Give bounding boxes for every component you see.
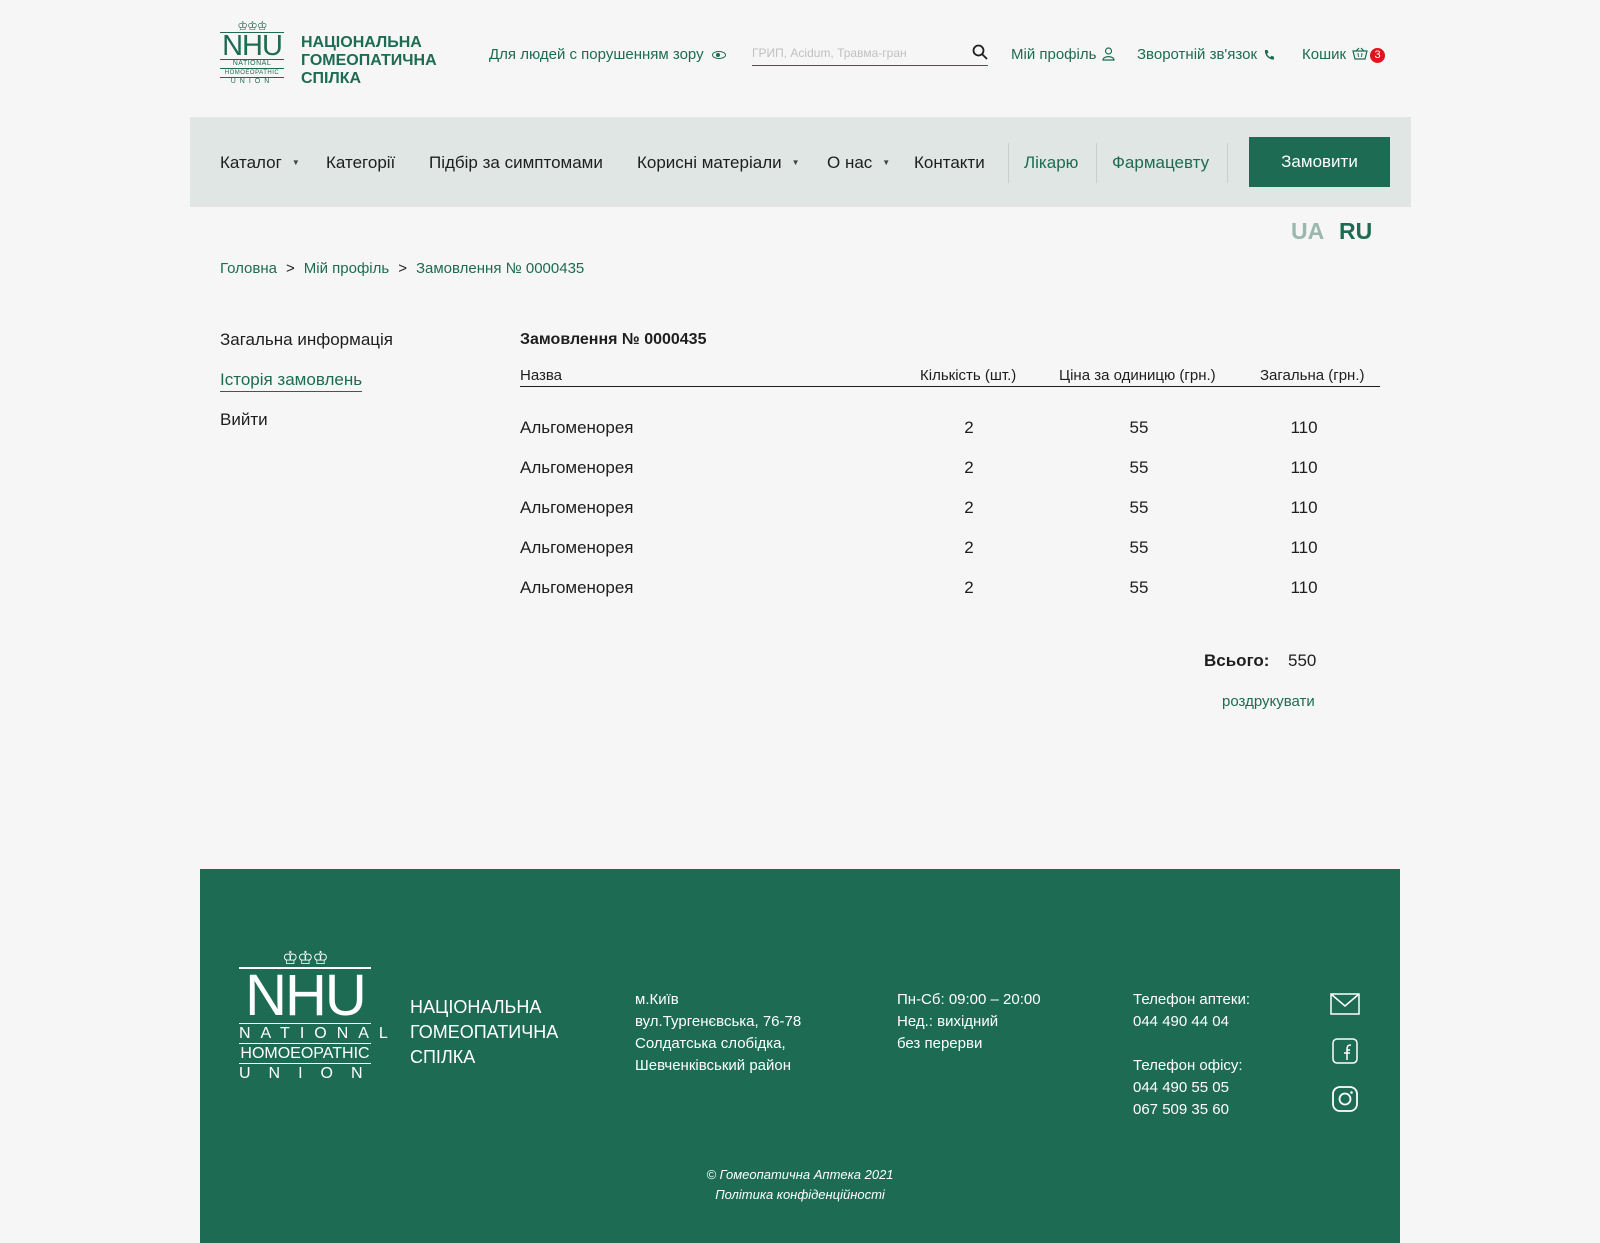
facebook-icon[interactable]	[1330, 1036, 1360, 1066]
logo-text: NHU	[220, 32, 284, 59]
pharmacy-phone[interactable]: 044 490 44 04	[1133, 1013, 1229, 1030]
basket-icon	[1352, 47, 1368, 61]
nav-label: Корисні матеріали	[637, 153, 782, 172]
mail-icon[interactable]	[1330, 989, 1360, 1019]
breadcrumb-separator: >	[286, 260, 295, 277]
user-icon	[1102, 47, 1115, 61]
hours-line: Нед.: вихідний	[897, 1013, 999, 1030]
cell-total: 110	[1290, 498, 1318, 517]
footer-phones	[1133, 989, 1250, 1121]
site-footer	[200, 869, 1400, 1243]
office-phone[interactable]: 044 490 55 05	[1133, 1079, 1229, 1096]
cell-qty: 2	[964, 578, 974, 597]
cell-name[interactable]: Альгоменорея	[520, 578, 634, 597]
address-line: Шевченківський район	[635, 1057, 792, 1074]
total-value: 550	[1288, 651, 1317, 670]
lang-ru[interactable]: RU	[1339, 218, 1373, 244]
breadcrumb-current[interactable]: Замовлення № 0000435	[415, 260, 585, 277]
footer-logo-sub-3: UNION	[239, 1065, 381, 1082]
cell-price: 55	[1129, 498, 1149, 517]
logo[interactable]	[220, 20, 284, 88]
cell-qty: 2	[964, 498, 974, 517]
address-line: Солдатська слобідка,	[635, 1035, 786, 1052]
logo-sub-2: HOMOEOPATHIC	[220, 68, 284, 77]
footer-logo[interactable]	[239, 948, 398, 1083]
table-row	[520, 538, 1380, 566]
main-nav	[190, 117, 1411, 207]
feedback-label: Зворотній зв'язок	[1137, 46, 1258, 63]
breadcrumb	[220, 260, 584, 277]
print-link[interactable]: роздрукувати	[1222, 693, 1315, 710]
brand-line-3: СПІЛКА	[301, 70, 362, 87]
nav-label: Підбір за симптомами	[429, 153, 603, 172]
table-row	[520, 578, 1380, 606]
accessibility-label: Для людей с порушенням зору	[489, 46, 704, 63]
triangle-down-icon: ▼	[791, 158, 800, 167]
nav-divider	[1227, 143, 1228, 183]
office-phone-label: Телефон офісу:	[1133, 1057, 1243, 1074]
feedback-link[interactable]	[1137, 46, 1275, 63]
cart-link[interactable]	[1302, 46, 1385, 63]
pharmacy-phone-label: Телефон аптеки:	[1133, 991, 1251, 1008]
footer-hours	[897, 989, 1041, 1055]
brand-line-2: ГОМЕОПАТИЧНА	[301, 52, 437, 69]
order-button[interactable]: Замовити	[1249, 137, 1390, 187]
nav-item-materials[interactable]	[637, 153, 800, 173]
copyright-text: © Гомеопатична Аптека 2021	[706, 1167, 894, 1182]
cell-qty: 2	[964, 418, 974, 437]
triangle-down-icon: ▼	[291, 158, 300, 167]
sidebar-item-order-history[interactable]: Історія замовлень	[220, 370, 362, 392]
table-row	[520, 498, 1380, 526]
cart-label: Кошик	[1302, 46, 1347, 63]
address-line: вул.Тургенєвська, 76-78	[635, 1013, 802, 1030]
phone-icon	[1263, 49, 1275, 61]
breadcrumb-home[interactable]: Головна	[220, 260, 277, 277]
footer-logo-sub-1: NATIONAL	[239, 1025, 398, 1042]
lang-ua[interactable]: UA	[1291, 218, 1325, 244]
cell-name[interactable]: Альгоменорея	[520, 458, 634, 477]
cell-qty: 2	[964, 538, 974, 557]
footer-brand-line: ГОМЕОПАТИЧНА	[410, 1022, 559, 1042]
brand-name[interactable]	[301, 34, 437, 88]
profile-link[interactable]	[1011, 46, 1115, 63]
logo-sub-1: NATIONAL	[220, 59, 284, 68]
sidebar-item-general[interactable]: Загальна информація	[220, 330, 393, 349]
crown-icon: ♔♔♔	[282, 948, 328, 968]
cell-total: 110	[1290, 538, 1318, 557]
column-header-total: Загальна (грн.)	[1260, 367, 1365, 384]
table-row	[520, 458, 1380, 486]
nav-divider	[1096, 143, 1097, 183]
search-box	[752, 42, 988, 66]
nav-item-contacts[interactable]	[914, 153, 985, 173]
table-header-divider	[520, 386, 1380, 387]
cell-name[interactable]: Альгоменорея	[520, 418, 634, 437]
cell-price: 55	[1129, 418, 1149, 437]
cell-total: 110	[1290, 578, 1318, 597]
nav-item-categories[interactable]	[326, 153, 395, 173]
footer-logo-text: NHU	[239, 967, 371, 1023]
cell-name[interactable]: Альгоменорея	[520, 498, 634, 517]
crown-icon: ♔♔♔	[237, 19, 267, 33]
footer-brand-line: НАЦІОНАЛЬНА	[410, 997, 542, 1017]
cart-count-badge: 3	[1370, 48, 1385, 63]
cell-price: 55	[1129, 458, 1149, 477]
profile-label: Мій профіль	[1011, 46, 1097, 63]
nav-label: Фармацевту	[1112, 153, 1210, 172]
column-header-qty: Кількість (шт.)	[920, 367, 1017, 384]
column-header-price: Ціна за одиницю (грн.)	[1059, 367, 1216, 384]
cell-price: 55	[1129, 578, 1149, 597]
nav-label: Категорії	[326, 153, 396, 172]
order-title: Замовлення № 0000435	[520, 331, 707, 348]
cell-total: 110	[1290, 418, 1318, 437]
column-header-name: Назва	[520, 367, 563, 384]
logo-sub-3: UNION	[220, 77, 284, 86]
nav-label: Каталог	[220, 153, 282, 172]
hours-line: без перерви	[897, 1035, 983, 1052]
sidebar-item-logout[interactable]: Вийти	[220, 410, 268, 429]
breadcrumb-separator: >	[398, 260, 407, 277]
total-label: Всього:	[1204, 651, 1270, 670]
nav-item-pharmacist[interactable]	[1112, 153, 1209, 173]
footer-address	[635, 989, 801, 1077]
footer-brand-line: СПІЛКА	[410, 1047, 476, 1067]
hours-line: Пн-Сб: 09:00 – 20:00	[897, 991, 1041, 1008]
cell-total: 110	[1290, 458, 1318, 477]
accessibility-link[interactable]	[489, 46, 726, 63]
nav-label: Контакти	[914, 153, 985, 172]
instagram-icon[interactable]	[1330, 1084, 1360, 1114]
cell-qty: 2	[964, 458, 974, 477]
cell-price: 55	[1129, 538, 1149, 557]
cell-name[interactable]: Альгоменорея	[520, 538, 634, 557]
search-icon[interactable]	[972, 44, 988, 60]
nav-item-doctor[interactable]	[1024, 153, 1078, 173]
triangle-down-icon: ▼	[882, 158, 891, 167]
nav-label: О нас	[827, 153, 873, 172]
footer-logo-sub-2: HOMOEOPATHIC	[240, 1045, 370, 1062]
table-row	[520, 418, 1380, 446]
nav-item-catalog[interactable]	[220, 153, 300, 173]
nav-label: Лікарю	[1024, 153, 1079, 172]
nav-item-about[interactable]	[827, 153, 890, 173]
brand-line-1: НАЦІОНАЛЬНА	[301, 34, 422, 51]
footer-brand	[410, 995, 558, 1070]
nav-item-symptoms[interactable]	[429, 153, 603, 173]
privacy-link[interactable]: Політика конфіденційності	[715, 1187, 885, 1202]
breadcrumb-profile[interactable]: Мій профіль	[303, 260, 390, 277]
office-phone[interactable]: 067 509 35 60	[1133, 1101, 1229, 1118]
eye-icon	[712, 51, 726, 59]
site-header	[220, 20, 1390, 90]
nav-divider	[1008, 143, 1009, 183]
search-input[interactable]	[752, 42, 962, 64]
address-line: м.Київ	[635, 991, 679, 1008]
footer-copyright	[200, 1165, 1400, 1205]
